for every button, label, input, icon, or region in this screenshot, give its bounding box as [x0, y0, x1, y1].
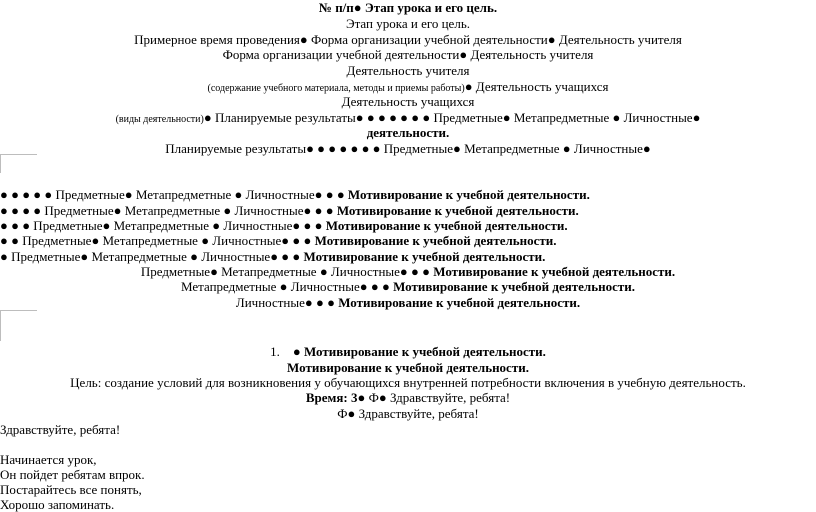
header-line-6-note: (содержание учебного материала, методы и приемы работы): [207, 83, 465, 94]
form-line: Ф● Здравствуйте, ребята!: [337, 406, 479, 421]
header-line-7: Деятельность учащихся: [341, 94, 475, 109]
row-line-16: [0, 264, 816, 279]
table-cell-border-2: [0, 310, 37, 341]
row-line-18: [0, 295, 816, 310]
section-number: 1.: [270, 344, 280, 359]
row-line-17-bold: Мотивирование к учебной деятельности.: [393, 279, 635, 294]
section-heading: [0, 344, 816, 359]
row-line-13-text: ● ● ● Предметные● Метапредметные ● Личностные● ● ●: [0, 218, 323, 233]
poem-line-3: Постарайтесь все понять,: [0, 482, 142, 497]
row-line-18-bold: Мотивирование к учебной деятельности.: [338, 295, 581, 310]
row-line-13: [0, 218, 816, 233]
header-line-9: деятельности.: [366, 125, 450, 140]
row-line-16-text: Предметные● Метапредметные ● Личностные● ● ●: [140, 264, 430, 279]
row-line-17-text: Метапредметные ● Личностные● ● ●: [181, 279, 390, 294]
row-line-15-text: ● Предметные● Метапредметные ● Личностные● ● ●: [0, 249, 301, 264]
row-line-11-text: ● ● ● ● ● Предметные● Метапредметные ● Личностные● ● ●: [0, 187, 345, 202]
row-line-17: [0, 279, 816, 294]
row-line-12: [0, 203, 816, 218]
row-line-14-bold: Мотивирование к учебной деятельности.: [314, 233, 557, 248]
row-line-16-bold: Мотивирование к учебной деятельности.: [433, 264, 676, 279]
row-line-13-bold: Мотивирование к учебной деятельности.: [325, 218, 568, 233]
header-line-2: Этап урока и его цель.: [346, 16, 470, 31]
time-label: Время: 3: [305, 390, 358, 405]
poem-line-2: Он пойдет ребятам впрок.: [0, 467, 145, 482]
greeting-line: Здравствуйте, ребята!: [0, 422, 121, 437]
header-line-3: Примерное время проведения● Форма организации учебной деятельности● Деятельность учителя: [134, 32, 682, 47]
row-line-18-text: Личностные● ● ●: [235, 295, 335, 310]
table-cell-border: [0, 154, 37, 173]
row-line-14: [0, 233, 816, 248]
row-line-11-bold: Мотивирование к учебной деятельности.: [347, 187, 590, 202]
row-line-12-bold: Мотивирование к учебной деятельности.: [336, 203, 579, 218]
header-line-5: Деятельность учителя: [346, 63, 470, 78]
header-line-10: Планируемые результаты● ● ● ● ● ● ● Предметные● Метапредметные ● Личностные●: [165, 141, 651, 156]
poem-line-4: Хорошо запоминать.: [0, 497, 115, 512]
poem-line-1: Начинается урок,: [0, 452, 97, 467]
time-rest: ● Ф● Здравствуйте, ребята!: [357, 390, 511, 405]
header-line-8-rest: ● Планируемые результаты● ● ● ● ● ● ● Предметные● Метапредметные ● Личностные●: [203, 110, 701, 125]
time-line: [0, 390, 816, 405]
goal-line: Цель: создание условий для возникновения у обучающихся внутренней потребности включения в учебную деятельность.: [70, 375, 746, 390]
header-line-1: № п/п● Этап урока и его цель.: [318, 0, 498, 15]
header-line-6-rest: ● Деятельность учащихся: [464, 79, 609, 94]
header-line-8-note: (виды деятельности): [115, 114, 204, 125]
row-line-15-bold: Мотивирование к учебной деятельности.: [303, 249, 546, 264]
section-title: ● Мотивирование к учебной деятельности.: [292, 344, 546, 359]
row-line-15: [0, 249, 816, 264]
row-line-14-text: ● ● Предметные● Метапредметные ● Личностные● ● ●: [0, 233, 312, 248]
section-subtitle: Мотивирование к учебной деятельности.: [287, 360, 529, 375]
header-line-4: Форма организации учебной деятельности● Деятельность учителя: [222, 47, 594, 62]
row-line-11: [0, 187, 816, 202]
row-line-12-text: ● ● ● ● Предметные● Метапредметные ● Личностные● ● ●: [0, 203, 334, 218]
